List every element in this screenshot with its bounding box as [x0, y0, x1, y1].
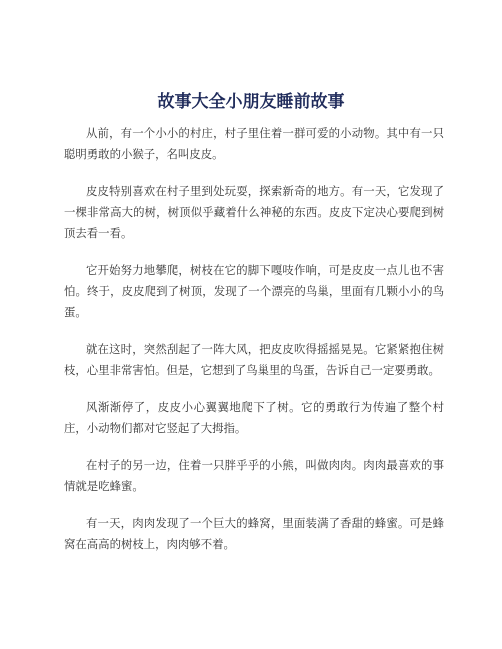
paragraph: 风渐渐停了，皮皮小心翼翼地爬下了树。它的勇敢行为传遍了整个村庄，小动物们都对它竖起了大拇指。 [64, 400, 444, 435]
paragraph: 在村子的另一边，住着一只胖乎乎的小熊，叫做肉肉。肉肉最喜欢的事情就是吃蜂蜜。 [64, 458, 444, 493]
paragraph: 皮皮特别喜欢在村子里到处玩耍，探索新奇的地方。有一天，它发现了一棵非常高大的树，树顶似乎藏着什么神秘的东西。皮皮下定决心要爬到树顶去看一看。 [64, 184, 444, 240]
paragraph: 它开始努力地攀爬，树枝在它的脚下嘎吱作响，可是皮皮一点儿也不害怕。终于，皮皮爬到了树顶，发现了一个漂亮的鸟巢，里面有几颗小小的鸟蛋。 [64, 263, 444, 319]
document-title: 故事大全小朋友睡前故事 [157, 92, 345, 112]
paragraph: 从前，有一个小小的村庄，村子里住着一群可爱的小动物。其中有一只聪明勇敢的小猴子，名叫皮皮。 [64, 126, 444, 161]
paragraph: 有一天，肉肉发现了一个巨大的蜂窝，里面装满了香甜的蜂蜜。可是蜂窝在高高的树枝上，肉肉够不着。 [64, 516, 444, 551]
document-body [64, 123, 444, 571]
paragraph: 就在这时，突然刮起了一阵大风，把皮皮吹得摇摇晃晃。它紧紧抱住树枝，心里非常害怕。但是，它想到了鸟巢里的鸟蛋，告诉自己一定要勇敢。 [64, 342, 444, 377]
